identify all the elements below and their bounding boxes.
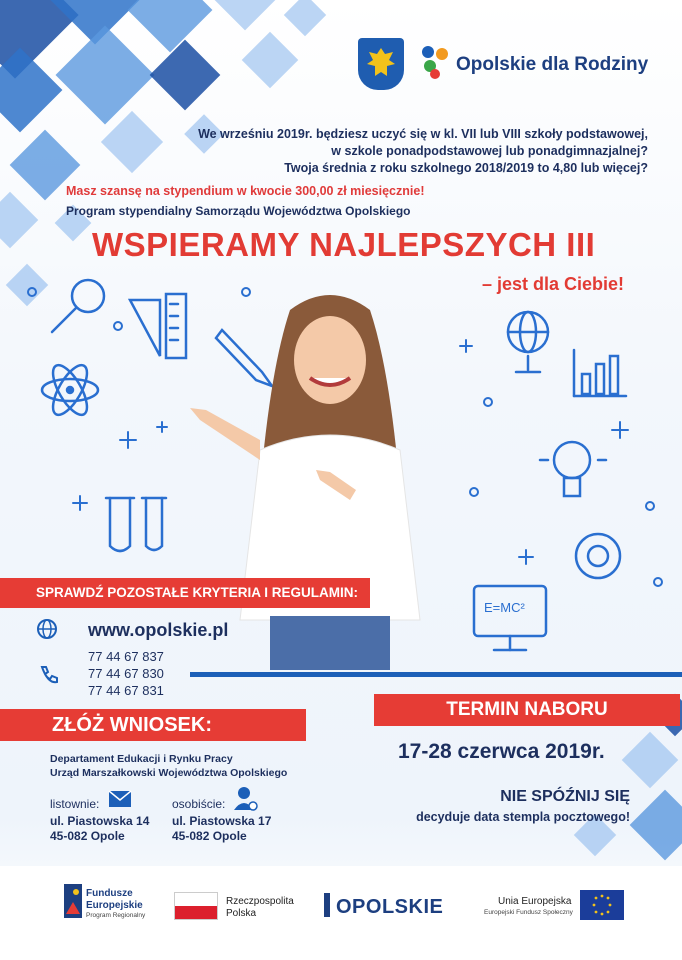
- headline: WSPIERAMY NAJLEPSZYCH III: [92, 226, 596, 263]
- dont-be-late: NIE SPÓŹNIJ SIĘ: [500, 788, 630, 805]
- poland-flag: [174, 892, 218, 920]
- department-line: Departament Edukacji i Rynku Pracy: [50, 753, 233, 765]
- mail-address: [50, 814, 149, 844]
- eu-flag-icon: [580, 890, 624, 920]
- magnifier-icon: [52, 280, 104, 332]
- mail-label: listownie:: [50, 797, 100, 811]
- department-line: Urząd Marszałkowski Województwa Opolskiego: [50, 767, 288, 779]
- student-photo: [180, 290, 480, 670]
- cog-icon: [576, 534, 620, 578]
- formula-text: E=MC²: [484, 600, 525, 615]
- monitor-icon: [474, 586, 546, 650]
- term-bar: TERMIN NABORU: [374, 694, 680, 726]
- phone-numbers: [88, 648, 164, 699]
- european-funds-logo: [64, 884, 82, 918]
- fe-text: Fundusze: [86, 888, 133, 899]
- ue-text: Europejski Fundusz Społeczny: [484, 909, 573, 916]
- recruitment-dates: 17-28 czerwca 2019r.: [398, 740, 605, 763]
- in-person-address: [172, 814, 271, 844]
- program-name: Program stypendialny Samorządu Województwa Opolskiego: [66, 204, 411, 218]
- person-icon: [234, 786, 258, 812]
- globe-icon: [508, 312, 548, 372]
- pl-text: Rzeczpospolita: [226, 896, 294, 907]
- fe-text: Europejskie: [86, 900, 143, 911]
- phone-number[interactable]: 77 44 67 831: [88, 683, 164, 698]
- address-line: 45-082 Opole: [172, 829, 247, 843]
- criteria-bar: SPRAWDŹ POZOSTAŁE KRYTERIA I REGULAMIN:: [0, 578, 370, 608]
- family-pins-icon: [418, 42, 452, 82]
- family-logo-text: Opolskie dla Rodziny: [456, 54, 649, 75]
- department-info: [50, 752, 287, 780]
- intro-questions: [198, 126, 648, 177]
- atom-icon: [42, 360, 98, 419]
- phone-number[interactable]: 77 44 67 830: [88, 666, 164, 681]
- phone-number[interactable]: 77 44 67 837: [88, 649, 164, 664]
- pl-text: Polska: [226, 908, 257, 919]
- opolskie-mark-icon: [324, 893, 330, 917]
- intro-line: w szkole ponadpodstawowej lub ponadgimnazjalnej?: [331, 144, 648, 158]
- address-line: ul. Piastowska 17: [172, 814, 272, 828]
- bar-chart-icon: [574, 350, 626, 396]
- in-person-label: osobiście:: [172, 797, 226, 811]
- scholarship-offer: Masz szansę na stypendium w kwocie 300,00 zł miesięcznie!: [66, 184, 425, 198]
- divider-line: [190, 672, 682, 677]
- subheadline: – jest dla Ciebie!: [481, 274, 624, 294]
- ue-text: Unia Europejska: [498, 896, 572, 907]
- apply-bar: ZŁÓŻ WNIOSEK:: [0, 709, 306, 741]
- ruler-icon: [130, 294, 186, 358]
- website-link[interactable]: www.opolskie.pl: [88, 620, 229, 640]
- intro-line: We wrześniu 2019r. będziesz uczyć się w kl. VII lub VIII szkoły podstawowej,: [198, 127, 648, 141]
- phone-icon: [38, 664, 60, 686]
- address-line: ul. Piastowska 14: [50, 814, 150, 828]
- intro-line: Twoja średnia z roku szkolnego 2018/2019 to 4,80 lub więcej?: [284, 161, 648, 175]
- envelope-icon: [108, 790, 132, 808]
- globe-web-icon: [36, 618, 58, 640]
- fe-text: Program Regionalny: [86, 912, 146, 919]
- opolskie-logo-text: OPOLSKIE: [336, 896, 444, 918]
- postmark-note: decyduje data stempla pocztowego!: [416, 810, 630, 824]
- address-line: 45-082 Opole: [50, 829, 125, 843]
- flasks-icon: [106, 498, 166, 551]
- light-bulb-icon: [540, 442, 606, 496]
- opolskie-crest-logo: [358, 38, 404, 90]
